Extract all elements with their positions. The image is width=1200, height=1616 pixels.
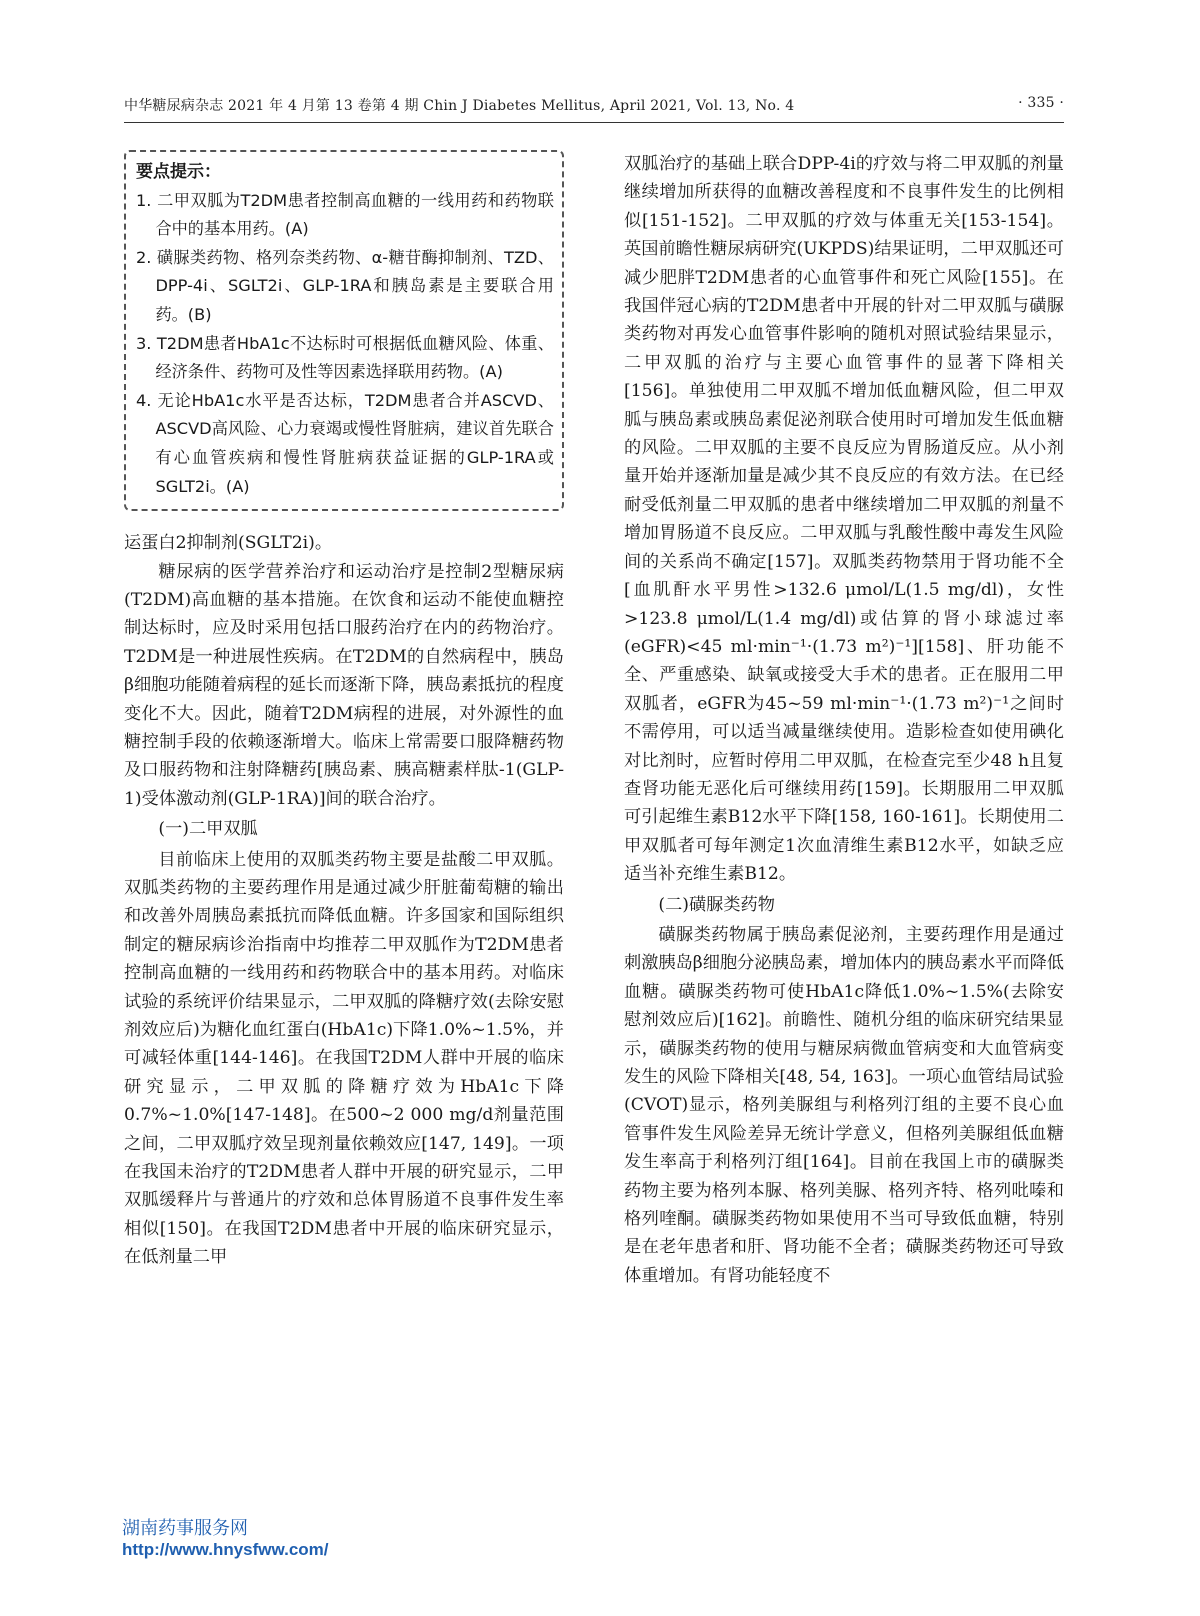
- key-point: 3. T2DM患者HbA1c不达标时可根据低血糖风险、体重、经济条件、药物可及性等因素选择联用药物。(A): [136, 333, 554, 382]
- key-points-title: 要点提示：: [136, 162, 221, 182]
- paragraph: 磺脲类药物属于胰岛素促泌剂，主要药理作用是通过刺激胰岛β细胞分泌胰岛素，增加体内的胰岛素水平而降低血糖。磺脲类药物可使HbA1c降低1.0%~1.5%(去除安慰剂效应后)[162]。前瞻性、随机分组的临床研究结果显示，磺脲类药物的使用与糖尿病微血管病变和大血管病变发生的风险下降相关[48, 54, 163]。一项心血管结局试验(CVOT)显示，格列美脲组与利格列汀组的主要不良心血管事件发生风险差异无统计学意义，但格列美脲组低血糖发生率高于利格列汀组[164]。目前在我国上市的磺脲类药物主要为格列本脲、格列美脲、格列齐特、格列吡嗪和格列喹酮。磺脲类药物如果使用不当可导致低血糖，特别是在老年患者和肝、肾功能不全者；磺脲类药物还可导致体重增加。有肾功能轻度不: [624, 924, 1064, 1286]
- paragraph: 糖尿病的医学营养治疗和运动治疗是控制2型糖尿病(T2DM)高血糖的基本措施。在饮食和运动不能使血糖控制达标时，应及时采用包括口服药治疗在内的药物治疗。T2DM是一种进展性疾病。在T2DM的自然病程中，胰岛β细胞功能随着病程的延长而逐渐下降，胰岛素抵抗的程度变化不大。因此，随着T2DM病程的进展，对外源性的血糖控制手段的依赖逐渐增大。临床上常需要口服降糖药物及口服药物和注射降糖药[胰岛素、胰高糖素样肽-1(GLP-1)受体激动剂(GLP-1RA)]间的联合治疗。: [124, 561, 564, 809]
- journal-citation: 中华糖尿病杂志 2021 年 4 月第 13 卷第 4 期 Chin J Diabetes Mellitus, April 2021, Vol. 13, No. 4: [124, 98, 795, 114]
- key-point: 4. 无论HbA1c水平是否达标，T2DM患者合并ASCVD、ASCVD高风险、心力衰竭或慢性肾脏病，建议首先联合有心血管疾病和慢性肾脏病获益证据的GLP-1RA或SGLT2i。(A): [136, 390, 554, 496]
- paragraph: 运蛋白2抑制剂(SGLT2i)。: [124, 533, 333, 554]
- section-heading: (一)二甲双胍: [158, 819, 258, 840]
- key-point: 1. 二甲双胍为T2DM患者控制高血糖的一线用药和药物联合中的基本用药。(A): [136, 190, 554, 239]
- key-point: 2. 磺脲类药物、格列奈类药物、α-糖苷酶抑制剂、TZD、DPP-4i、SGLT2i、GLP-1RA和胰岛素是主要联合用药。(B): [136, 247, 554, 324]
- header-rule: [124, 122, 1064, 123]
- running-header: [124, 95, 1064, 115]
- paragraph: 目前临床上使用的双胍类药物主要是盐酸二甲双胍。双胍类药物的主要药理作用是通过减少肝脏葡萄糖的输出和改善外周胰岛素抵抗而降低血糖。许多国家和国际组织制定的糖尿病诊治指南中均推荐二甲双胍作为T2DM患者控制高血糖的一线用药和药物联合中的基本用药。对临床试验的系统评价结果显示，二甲双胍的降糖疗效(去除安慰剂效应后)为糖化血红蛋白(HbA1c)下降1.0%~1.5%，并可减轻体重[144-146]。在我国T2DM人群中开展的临床研究显示，二甲双胍的降糖疗效为HbA1c下降0.7%~1.0%[147-148]。在500~2 000 mg/d剂量范围之间，二甲双胍疗效呈现剂量依赖效应[147, 149]。一项在我国未治疗的T2DM患者人群中开展的研究显示，二甲双胍缓释片与普通片的疗效和总体胃肠道不良事件发生率相似[150]。在我国T2DM患者中开展的临床研究显示，在低剂量二甲: [124, 849, 564, 1268]
- page-number: · 335 ·: [1018, 95, 1064, 111]
- right-column: [624, 150, 1064, 1290]
- left-column: [124, 150, 564, 1272]
- section-heading: (二)磺脲类药物: [658, 894, 775, 915]
- watermark: [122, 1514, 329, 1560]
- watermark-url[interactable]: http://www.hnysfww.com/: [122, 1540, 329, 1559]
- watermark-name: 湖南药事服务网: [122, 1518, 248, 1538]
- paragraph: 双胍治疗的基础上联合DPP-4i的疗效与将二甲双胍的剂量继续增加所获得的血糖改善程度和不良事件发生的比例相似[151-152]。二甲双胍的疗效与体重无关[153-154]。英国前瞻性糖尿病研究(UKPDS)结果证明，二甲双胍还可减少肥胖T2DM患者的心血管事件和死亡风险[155]。在我国伴冠心病的T2DM患者中开展的针对二甲双胍与磺脲类药物对再发心血管事件影响的随机对照试验结果显示，二甲双胍的治疗与主要心血管事件的显著下降相关[156]。单独使用二甲双胍不增加低血糖风险，但二甲双胍与胰岛素或胰岛素促泌剂联合使用时可增加发生低血糖的风险。二甲双胍的主要不良反应为胃肠道反应。从小剂量开始并逐渐加量是减少其不良反应的有效方法。在已经耐受低剂量二甲双胍的患者中继续增加二甲双胍的剂量不增加胃肠道不良反应。二甲双胍与乳酸性酸中毒发生风险间的关系尚不确定[157]。双胍类药物禁用于肾功能不全[血肌酐水平男性>132.6 μmol/L(1.5 mg/dl)，女性>123.8 μmol/L(1.4 mg/dl)或估算的肾小球滤过率(eGFR)<45 ml·min⁻¹·(1.73 m²)⁻¹][158]、肝功能不全、严重感染、缺氧或接受大手术的患者。正在服用二甲双胍者，eGFR为45~59 ml·min⁻¹·(1.73 m²)⁻¹之间时不需停用，可以适当减量继续使用。造影检查如使用碘化对比剂时，应暂时停用二甲双胍，在检查完至少48 h且复查肾功能无恶化后可继续用药[159]。长期服用二甲双胍可引起维生素B12水平下降[158, 160-161]。长期使用二甲双胍者可每年测定1次血清维生素B12水平，如缺乏应适当补充维生素B12。: [624, 154, 1064, 885]
- key-points-box: [124, 150, 564, 511]
